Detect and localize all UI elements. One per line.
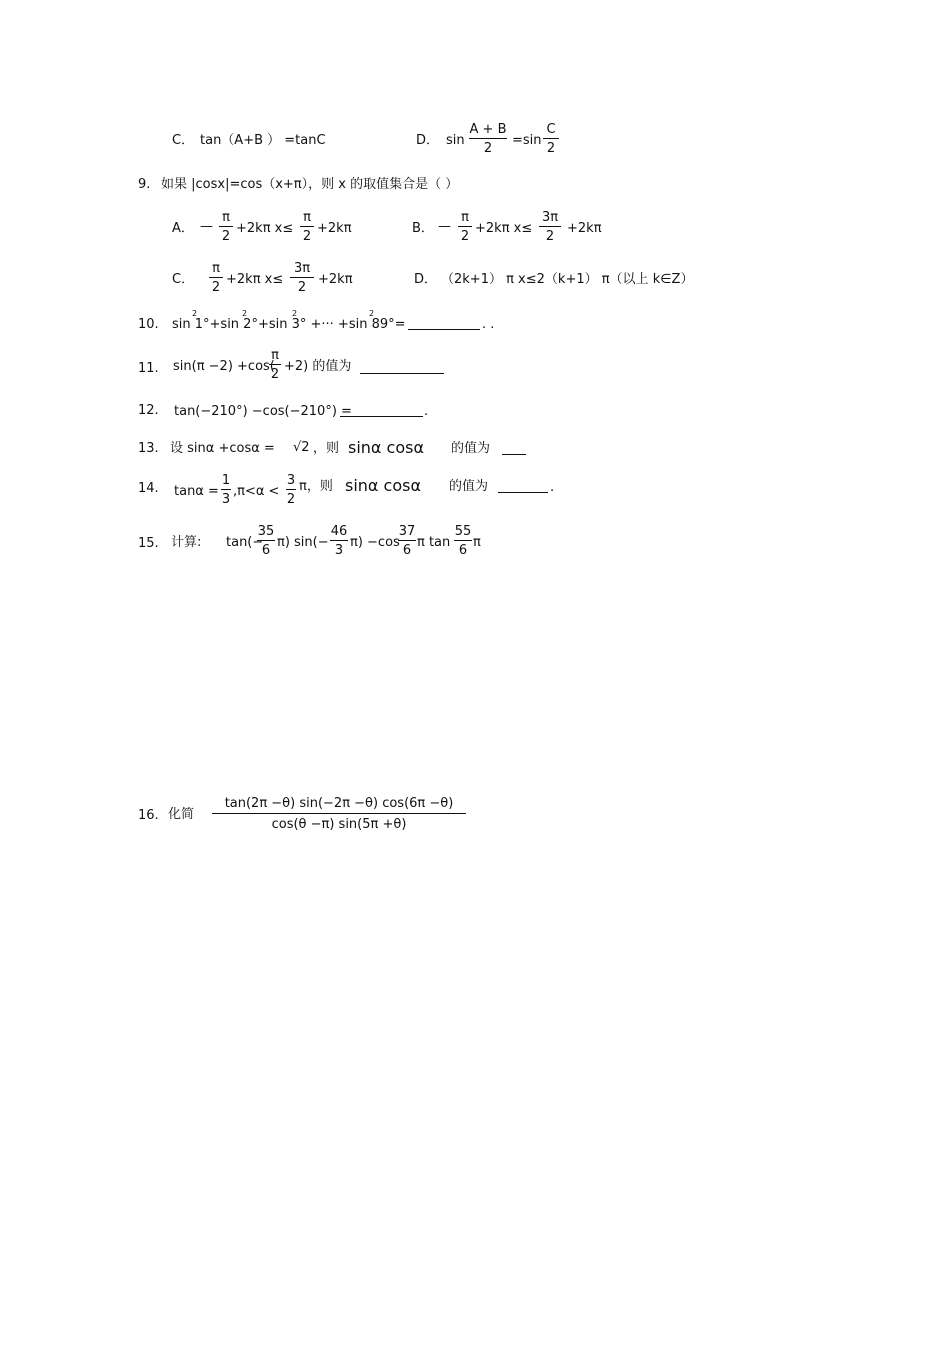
q11-expr-post: +2) 的值为 xyxy=(284,359,352,374)
q13-mid: ，则 xyxy=(313,441,340,456)
q9-option-d-label: D． xyxy=(414,272,438,287)
q15-fraction-1: 35 6 xyxy=(257,524,275,558)
q14-dot: . xyxy=(550,480,555,495)
q14-mid: ,π<α < xyxy=(233,484,280,499)
q15-term-1: tan(− xyxy=(226,535,264,550)
q9-number: 9. xyxy=(138,177,151,192)
q15-fraction-4: 55 6 xyxy=(454,524,472,558)
q13-post: 的值为 xyxy=(451,441,491,456)
q16-numerator: tan(2π −θ) sin(−2π −θ) cos(6π −θ) xyxy=(224,796,454,811)
q9-option-d-expr: （2k+1） π x≤2（k+1） π（以上 k∈Z） xyxy=(441,272,694,287)
q9-option-a-mid: +2kπ x≤ xyxy=(236,221,294,236)
q8-option-d-label: D． xyxy=(416,133,440,148)
q12-number: 12. xyxy=(138,403,159,418)
q10-sup-1: 2 xyxy=(192,309,198,318)
q9-option-c-mid: +2kπ x≤ xyxy=(226,272,284,287)
q10-sup-2: 2 xyxy=(242,309,248,318)
q15-term-4: π tan xyxy=(417,535,451,550)
q10-tail: . . xyxy=(482,317,495,332)
q15-label: 计算: xyxy=(171,535,202,550)
q8-option-c-expr: tan（A+B ） =tanC xyxy=(200,133,326,148)
q8-option-d-eq: =sin xyxy=(512,133,542,148)
q9-c-fraction-1: π 2 xyxy=(209,262,223,294)
q9-option-b-label: B． xyxy=(412,221,434,236)
q10-sup-4: 2 xyxy=(369,309,375,318)
q9-option-b-mid: +2kπ x≤ xyxy=(475,221,533,236)
q11-fraction: π 2 xyxy=(270,348,280,382)
q16-denominator: cos(θ −π) sin(5π +θ) xyxy=(271,817,407,832)
q10-expr: sin 1°+sin 2°+sin 3° +··· +sin 89°= xyxy=(172,317,406,332)
q11-number: 11. xyxy=(138,361,159,376)
q14-fraction-2: 3 2 xyxy=(286,473,296,507)
q14-tail: 的值为 xyxy=(449,479,489,494)
q8-fraction-a-plus-b: A + B 2 xyxy=(469,122,507,156)
q9-b-fraction-1: π 2 xyxy=(458,211,472,243)
q9-option-a-label: A． xyxy=(172,221,194,236)
q10-answer-blank[interactable] xyxy=(408,318,480,330)
q12-expr: tan(−210°) −cos(−210°) = xyxy=(174,404,352,419)
q9-option-c-label: C． xyxy=(172,272,195,287)
q16-label: 化简 xyxy=(168,807,195,822)
q13-expr-pre: 设 sinα +cosα = xyxy=(170,441,275,456)
q14-answer-blank[interactable] xyxy=(498,481,548,493)
q15-term-5: π xyxy=(473,535,481,550)
q15-term-3: π) −cos xyxy=(350,535,400,550)
q16-fraction xyxy=(212,797,466,831)
q12-tail: . xyxy=(424,404,429,419)
q14-fraction-1: 1 3 xyxy=(221,473,231,507)
q15-number: 15. xyxy=(138,536,159,551)
q9-option-c-end: +2kπ xyxy=(318,272,353,287)
q9-stem: 如果 |cosx|=cos（x+π），则 x 的取值集合是（ ） xyxy=(161,177,459,192)
q8-fraction-c: C 2 xyxy=(543,123,559,155)
q9-option-a-end: +2kπ xyxy=(317,221,352,236)
q13-answer-blank[interactable] xyxy=(502,443,526,455)
q9-option-b-minus: — xyxy=(438,219,451,234)
q9-a-fraction-2: π 2 xyxy=(300,211,314,243)
q10-sup-3: 2 xyxy=(292,309,298,318)
q14-number: 14. xyxy=(138,481,159,496)
q9-a-fraction-1: π 2 xyxy=(219,211,233,243)
q16-number: 16. xyxy=(138,808,159,823)
q8-option-d-sin: sin xyxy=(446,133,465,148)
q9-option-b-end: +2kπ xyxy=(567,221,602,236)
q13-big-expr: sinα cosα xyxy=(348,438,425,457)
q13-sqrt: √2 xyxy=(293,440,310,455)
q14-expr-pre: tanα = xyxy=(174,484,219,499)
q15-fraction-2: 46 3 xyxy=(330,524,348,558)
q12-answer-blank[interactable] xyxy=(340,405,423,417)
q15-fraction-3: 37 6 xyxy=(398,524,416,558)
q11-answer-blank[interactable] xyxy=(360,362,444,374)
q9-option-a-minus: — xyxy=(200,219,213,234)
q14-big-expr: sinα cosα xyxy=(345,476,422,495)
q14-post: π，则 xyxy=(299,479,333,494)
q13-number: 13. xyxy=(138,441,159,456)
q9-b-fraction-2: 3π 2 xyxy=(539,211,561,243)
q15-term-2: π) sin(− xyxy=(277,535,329,550)
q11-expr-pre: sin(π −2) +cos( xyxy=(173,359,275,374)
q8-option-c-label: C． xyxy=(172,133,195,148)
q9-c-fraction-2: 3π 2 xyxy=(290,262,314,294)
q10-number: 10. xyxy=(138,317,159,332)
